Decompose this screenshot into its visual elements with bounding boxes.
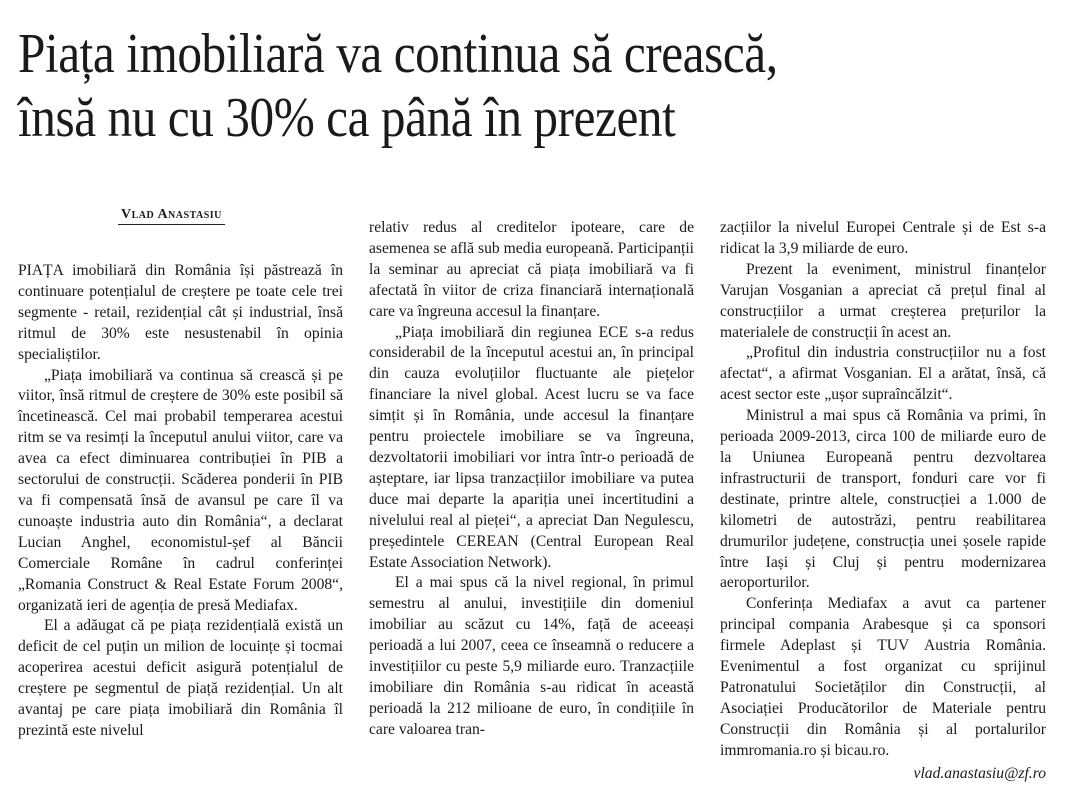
- paragraph: Prezent la eveniment, ministrul finanțelor Varujan Vosganian a apreciat că prețul final al construcțiilor a urmat creșterea prețurilor la materialele de construcții în acest an.: [720, 260, 1046, 341]
- paragraph: „Piața imobiliară va continua să crească și pe viitor, însă ritmul de creștere de 30% este posibil să încetinească. Cel mai probabil temperarea acestui ritm se va resimți la începutul anului viitor, care va avea ca efect diminuarea contribuției în PIB a sectorului de construcții. Scăderea ponderii în PIB va fi compensată însă de avansul pe care îl va cunoaște industria auto din România“, a declarat Lucian Anghel, economistul-șef al Băncii Comerciale Române în cadrul conferinței „Romania Construct & Real Estate Forum 2008“, organizată ieri de agenția de presă Mediafax.: [18, 366, 343, 614]
- headline-line-2: însă nu cu 30% ca până în prezent: [18, 87, 676, 149]
- article-headline: [18, 22, 951, 150]
- paragraph: zacțiilor la nivelul Europei Centrale și de Est s-a ridicat la 3,9 miliarde de euro.: [720, 219, 1046, 257]
- article-column-1: [18, 261, 343, 742]
- article-column-3: [720, 218, 1046, 762]
- article-column-2: [369, 218, 694, 741]
- paragraph: El a mai spus că la nivel regional, în primul semestru al anului, investițiile din domeniul imobiliar au scăzut cu 14%, față de aceeași perioadă a lui 2007, ceea ce înseamnă o reducere a investițiilor cu peste 5,9 miliarde euro. Tranzacțiile imobiliare din România s-au ridicat în această perioadă la 212 milioane de euro, în condițiile în care valoarea tran-: [369, 574, 694, 738]
- headline-line-1: Piața imobiliară va continua să crească,: [18, 23, 778, 85]
- byline: Vlad Anastasiu: [118, 207, 225, 225]
- paragraph: Ministrul a mai spus că România va primi, în perioada 2009-2013, circa 100 de miliarde euro de la Uniunea Europeană pentru dezvoltarea infrastructurii de transport, fonduri care vor fi destinate, printre altele, construcției a 1.000 de kilometri de autostrăzi, pentru reabilitarea drumurilor județene, construcția unei șosele rapide între Iași și Cluj și pentru modernizarea aeroporturilor.: [720, 407, 1046, 592]
- paragraph: „Profitul din industria construcțiilor nu a fost afectat“, a afirmat Vosganian. El a arătat, însă, că acest sector este „ușor supraîncălzit“.: [720, 344, 1046, 404]
- paragraph: Conferința Mediafax a avut ca partener principal compania Arabesque și ca sponsori firmele Adeplast și TUV Austria România. Evenimentul a fost organizat cu sprijinul Patronatului Societăților din Construcții, al Asociației Producătorilor de Materiale pentru Construcții din România și al portalurilor immromania.ro și bicau.ro.: [720, 595, 1046, 759]
- paragraph: El a adăugat că pe piața rezidențială există un deficit de cel puțin un milion de locuințe și tocmai acoperirea acestui deficit asigură potențialul de creștere pe segmentul de piață rezidențial. Un alt avantaj pe care piața imobiliară din România îl prezintă este nivelul: [18, 617, 343, 739]
- paragraph: PIAȚA imobiliară din România își păstrează în continuare potențialul de creștere pe toate cele trei segmente - retail, rezidențial cât și industrial, însă ritmul de 30% este nesustenabil în opinia specialiștilor.: [18, 262, 343, 363]
- author-email: vlad.anastasiu@zf.ro: [913, 765, 1046, 782]
- paragraph: „Piața imobiliară din regiunea ECE s-a redus considerabil de la începutul acestui an, în principal din cauza evoluțiilor fluctuante ale piețelor financiare la nivel global. Acest lucru se va face simțit și în România, unde accesul la finanțare pentru proiectele imobiliare se va îngreuna, dezvoltatorii imobiliari vor intra într-o perioadă de așteptare, iar lipsa tranzacțiilor imobiliare va putea duce mai departe la apariția unei incertitudini a nivelului real al pieței“, a apreciat Dan Negulescu, președintele CEREAN (Central European Real Estate Association Network).: [369, 323, 694, 571]
- paragraph: relativ redus al creditelor ipoteare, care de asemenea se află sub media europeană. Participanții la seminar au apreciat că piața imobiliară va fi afectată în viitor de criza financiară internațională care va îngreuna accesul la finanțare.: [369, 219, 694, 320]
